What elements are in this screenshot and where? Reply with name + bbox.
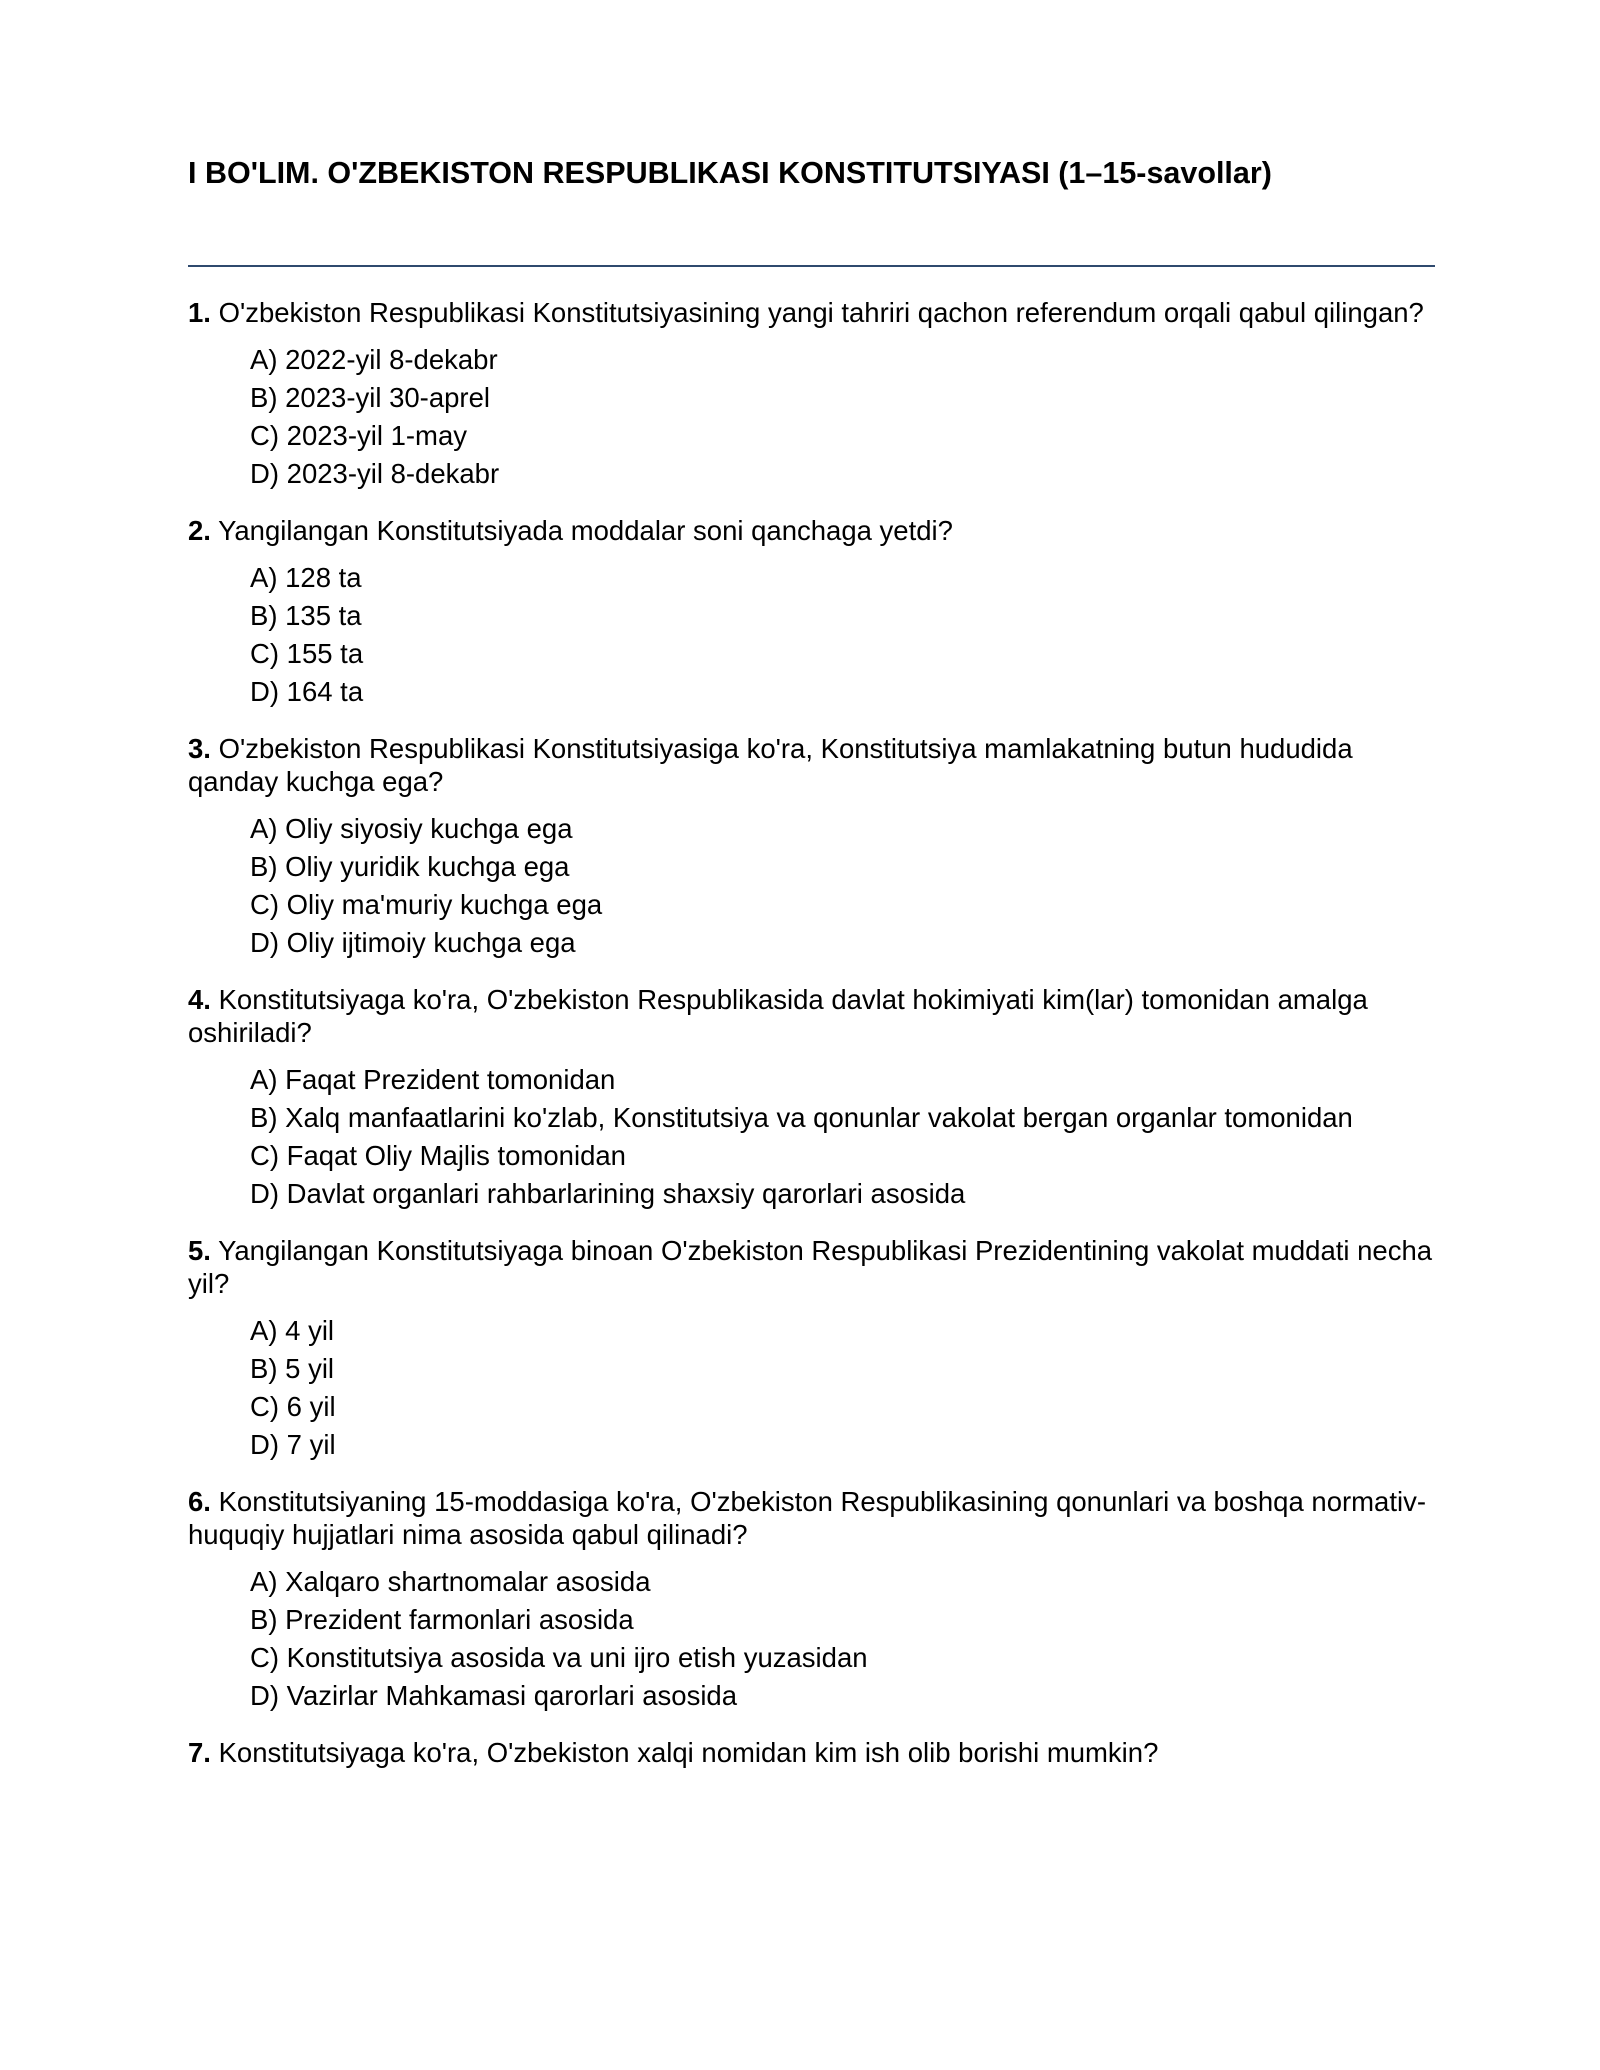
question-number: 6. [188, 1486, 211, 1517]
answer-options [188, 810, 1438, 962]
answer-option: A) 4 yil [250, 1315, 335, 1346]
question-text [188, 1736, 1433, 1769]
question-body: Konstitutsiyaga ko'ra, O'zbekiston xalqi nomidan kim ish olib borishi mumkin? [210, 1737, 1159, 1768]
answer-option: C) 155 ta [250, 638, 364, 669]
question-3 [188, 732, 1438, 962]
question-text [188, 1234, 1433, 1300]
question-list [188, 296, 1438, 1790]
answer-option: C) Oliy ma'muriy kuchga ega [250, 889, 603, 920]
answer-option: A) Oliy siyosiy kuchga ega [250, 813, 573, 844]
question-body: Konstitutsiyaning 15-moddasiga ko'ra, O'zbekiston Respublikasining qonunlari va boshqa normativ-huquqiy hujjatlari nima asosida qabul qilinadi? [188, 1486, 1426, 1550]
answer-options [188, 1563, 1438, 1715]
title-divider [188, 265, 1435, 267]
answer-option: B) Prezident farmonlari asosida [250, 1604, 634, 1635]
question-text [188, 514, 1433, 547]
answer-option: D) Oliy ijtimoiy kuchga ega [250, 927, 576, 958]
answer-options [188, 1312, 1438, 1464]
answer-option: B) 5 yil [250, 1353, 335, 1384]
question-4 [188, 983, 1438, 1213]
question-6 [188, 1485, 1438, 1715]
question-number: 5. [188, 1235, 211, 1266]
question-body: Konstitutsiyaga ko'ra, O'zbekiston Respublikasida davlat hokimiyati kim(lar) tomonidan amalga oshiriladi? [188, 984, 1368, 1048]
question-body: Yangilangan Konstitutsiyada moddalar soni qanchaga yetdi? [210, 515, 953, 546]
answer-options [188, 559, 1438, 711]
question-number: 3. [188, 733, 211, 764]
answer-options [188, 341, 1438, 493]
question-number: 7. [188, 1737, 211, 1768]
answer-option: A) 2022-yil 8-dekabr [250, 344, 498, 375]
answer-option: C) 6 yil [250, 1391, 336, 1422]
answer-option: A) Xalqaro shartnomalar asosida [250, 1566, 651, 1597]
answer-option: D) 164 ta [250, 676, 364, 707]
question-body: O'zbekiston Respublikasi Konstitutsiyasiga ko'ra, Konstitutsiya mamlakatning butun hududida qanday kuchga ega? [188, 733, 1353, 797]
answer-option: D) 2023-yil 8-dekabr [250, 458, 500, 489]
question-5 [188, 1234, 1438, 1464]
answer-option: C) 2023-yil 1-may [250, 420, 468, 451]
question-text [188, 296, 1433, 329]
question-body: O'zbekiston Respublikasi Konstitutsiyasining yangi tahriri qachon referendum orqali qabul qilingan? [210, 297, 1424, 328]
question-text [188, 1485, 1433, 1551]
answer-option: D) Davlat organlari rahbarlarining shaxsiy qarorlari asosida [250, 1178, 966, 1209]
question-number: 1. [188, 297, 211, 328]
question-number: 2. [188, 515, 211, 546]
answer-option: B) 2023-yil 30-aprel [250, 382, 490, 413]
question-1 [188, 296, 1438, 493]
answer-options [188, 1061, 1438, 1213]
section-title: I BO'LIM. O'ZBEKISTON RESPUBLIKASI KONSTITUTSIYASI (1–15-savollar) [188, 156, 1272, 190]
answer-option: A) 128 ta [250, 562, 362, 593]
question-text [188, 732, 1433, 798]
answer-option: B) Xalq manfaatlarini ko'zlab, Konstitutsiya va qonunlar vakolat bergan organlar tomonidan [250, 1102, 1353, 1133]
question-body: Yangilangan Konstitutsiyaga binoan O'zbekiston Respublikasi Prezidentining vakolat muddati necha yil? [188, 1235, 1433, 1299]
answer-option: C) Faqat Oliy Majlis tomonidan [250, 1140, 626, 1171]
question-number: 4. [188, 984, 211, 1015]
answer-option: D) Vazirlar Mahkamasi qarorlari asosida [250, 1680, 738, 1711]
answer-option: D) 7 yil [250, 1429, 336, 1460]
question-7 [188, 1736, 1438, 1769]
question-2 [188, 514, 1438, 711]
answer-option: B) 135 ta [250, 600, 362, 631]
answer-option: A) Faqat Prezident tomonidan [250, 1064, 616, 1095]
answer-option: B) Oliy yuridik kuchga ega [250, 851, 570, 882]
question-text [188, 983, 1433, 1049]
answer-option: C) Konstitutsiya asosida va uni ijro etish yuzasidan [250, 1642, 868, 1673]
